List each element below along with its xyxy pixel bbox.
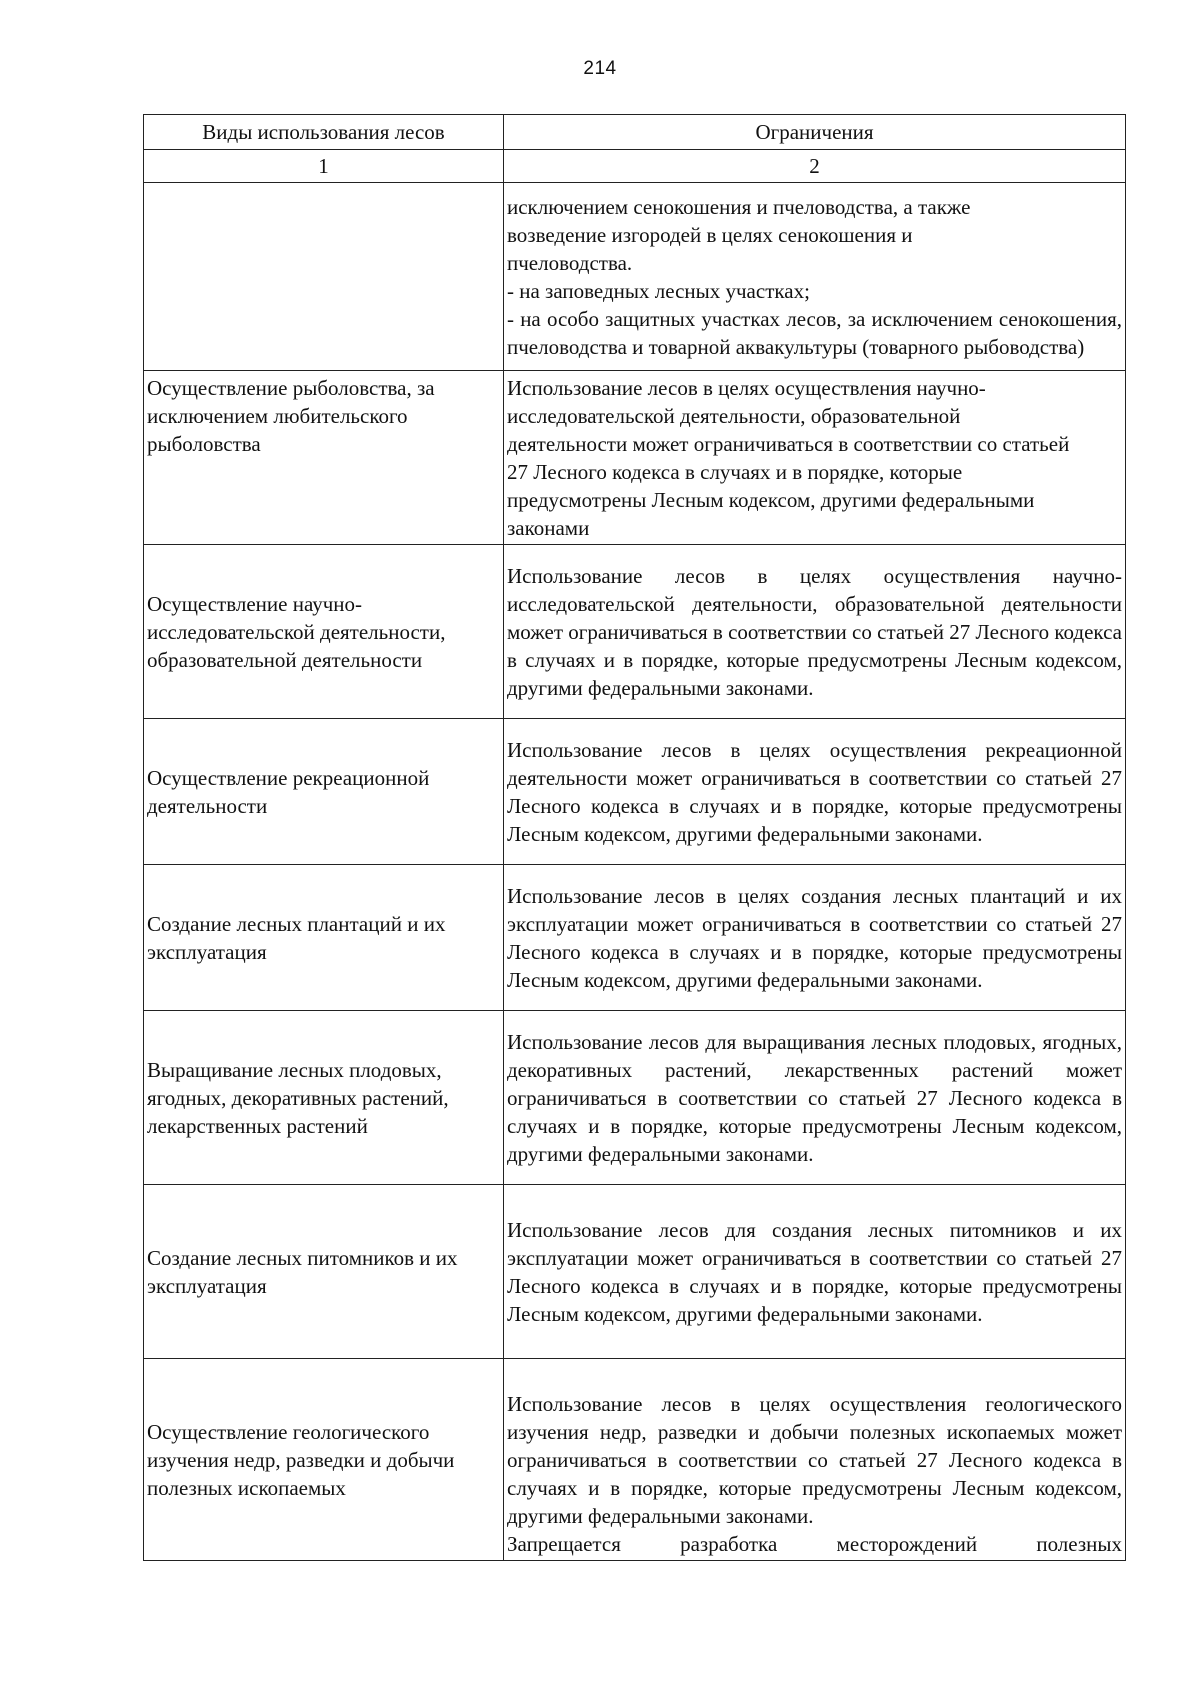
kind-text: Осуществление рекреационной деятельности: [147, 765, 430, 818]
table-row: [144, 183, 1126, 371]
column-number-row: [144, 150, 1126, 183]
continuation-bullet-protected: - на особо защитных участках лесов, за исключением сенокошения, пчеловодства и товарной аквакультуры (товарного рыбоводства): [507, 306, 1122, 359]
kind-text: Создание лесных питомников и их эксплуатация: [147, 1245, 458, 1298]
row-limit-research: [504, 545, 1126, 719]
row-limit-recreation: [504, 719, 1126, 865]
limit-text: Использование лесов в целях осуществления научно-исследовательской деятельности, образовательной деятельности может ограничиваться в соответствии со статьей 27 Лесного кодекса в случаях и в порядке, которые предусмотрены Лесным кодексом, другими федеральными законами: [507, 375, 1070, 540]
row-kind-geology: [144, 1359, 504, 1561]
kind-text: Осуществление научно-исследовательской деятельности, образовательной деятельности: [147, 591, 446, 672]
table-row: [144, 1185, 1126, 1359]
row-kind-research: [144, 545, 504, 719]
limit-text: Использование лесов в целях создания лесных плантаций и их эксплуатации может ограничиваться в соответствии со статьей 27 Лесного кодекса в случаях и в порядке, которые предусмотрены Лесным кодексом, другими федеральными законами.: [507, 883, 1122, 992]
column-header-restrictions: Ограничения: [504, 115, 1126, 150]
row-kind-growing-plants: [144, 1011, 504, 1185]
row-limit-geology: [504, 1359, 1126, 1561]
continuation-bullet-reserved: - на заповедных лесных участках;: [507, 278, 810, 303]
kind-text: Осуществление геологического изучения недр, разведки и добычи полезных ископаемых: [147, 1419, 455, 1500]
kind-text: Создание лесных плантаций и их эксплуатация: [147, 911, 446, 964]
limit-text-continued: Запрещается разработка месторождений полезных: [507, 1532, 1122, 1556]
row-kind-nurseries: [144, 1185, 504, 1359]
row-limit-nurseries: [504, 1185, 1126, 1359]
kind-text: Выращивание лесных плодовых, ягодных, декоративных растений, лекарственных растений: [147, 1057, 449, 1138]
forest-use-restrictions-table: [143, 114, 1126, 1561]
limit-text: Использование лесов для выращивания лесных плодовых, ягодных, декоративных растений, лекарственных растений может ограничиваться в соответствии со статьей 27 Лесного кодекса в случаях и в порядке, которые предусмотрены Лесным кодексом, другими федеральными законами.: [507, 1029, 1122, 1166]
table-row: [144, 1359, 1126, 1561]
continuation-text: исключением сенокошения и пчеловодства, а также возведение изгородей в целях сенокошения и пчеловодства.: [507, 194, 971, 275]
limit-text: Использование лесов в целях осуществления рекреационной деятельности может ограничиваться в соответствии со статьей 27 Лесного кодекса в случаях и в порядке, которые предусмотрены Лесным кодексом, другими федеральными законами.: [507, 737, 1122, 846]
column-number-2: 2: [504, 150, 1126, 183]
limit-text: Использование лесов в целях осуществления научно-исследовательской деятельности, образовательной деятельности может ограничиваться в соответствии со статьей 27 Лесного кодекса в случаях и в порядке, которые предусмотрены Лесным кодексом, другими федеральными законами.: [507, 563, 1122, 700]
table-row: [144, 371, 1126, 545]
row-kind-fishing: [144, 371, 504, 545]
table-row: [144, 865, 1126, 1011]
row-kind-cell-empty: [144, 183, 504, 371]
limit-text: Использование лесов в целях осуществления геологического изучения недр, разведки и добычи полезных ископаемых может ограничиваться в соответствии со статьей 27 Лесного кодекса в случаях и в порядке, которые предусмотрены Лесным кодексом, другими федеральными законами.: [507, 1392, 1122, 1528]
row-limit-plantations: [504, 865, 1126, 1011]
limit-text: Использование лесов для создания лесных питомников и их эксплуатации может ограничиваться в соответствии со статьей 27 Лесного кодекса в случаях и в порядке, которые предусмотрены Лесным кодексом, другими федеральными законами.: [507, 1217, 1122, 1326]
page-number: 214: [583, 58, 617, 79]
row-limit-growing-plants: [504, 1011, 1126, 1185]
kind-text: Осуществление рыболовства, за исключением любительского рыболовства: [147, 376, 435, 456]
row-limit-fishing: [504, 371, 1126, 545]
table-header-row: [144, 115, 1126, 150]
table-row: [144, 1011, 1126, 1185]
column-number-1: 1: [144, 150, 504, 183]
table-row: [144, 719, 1126, 865]
row-kind-plantations: [144, 865, 504, 1011]
table-row: [144, 545, 1126, 719]
row-kind-recreation: [144, 719, 504, 865]
column-header-forest-use-types: Виды использования лесов: [144, 115, 504, 150]
row-limit-cell: [504, 183, 1126, 371]
